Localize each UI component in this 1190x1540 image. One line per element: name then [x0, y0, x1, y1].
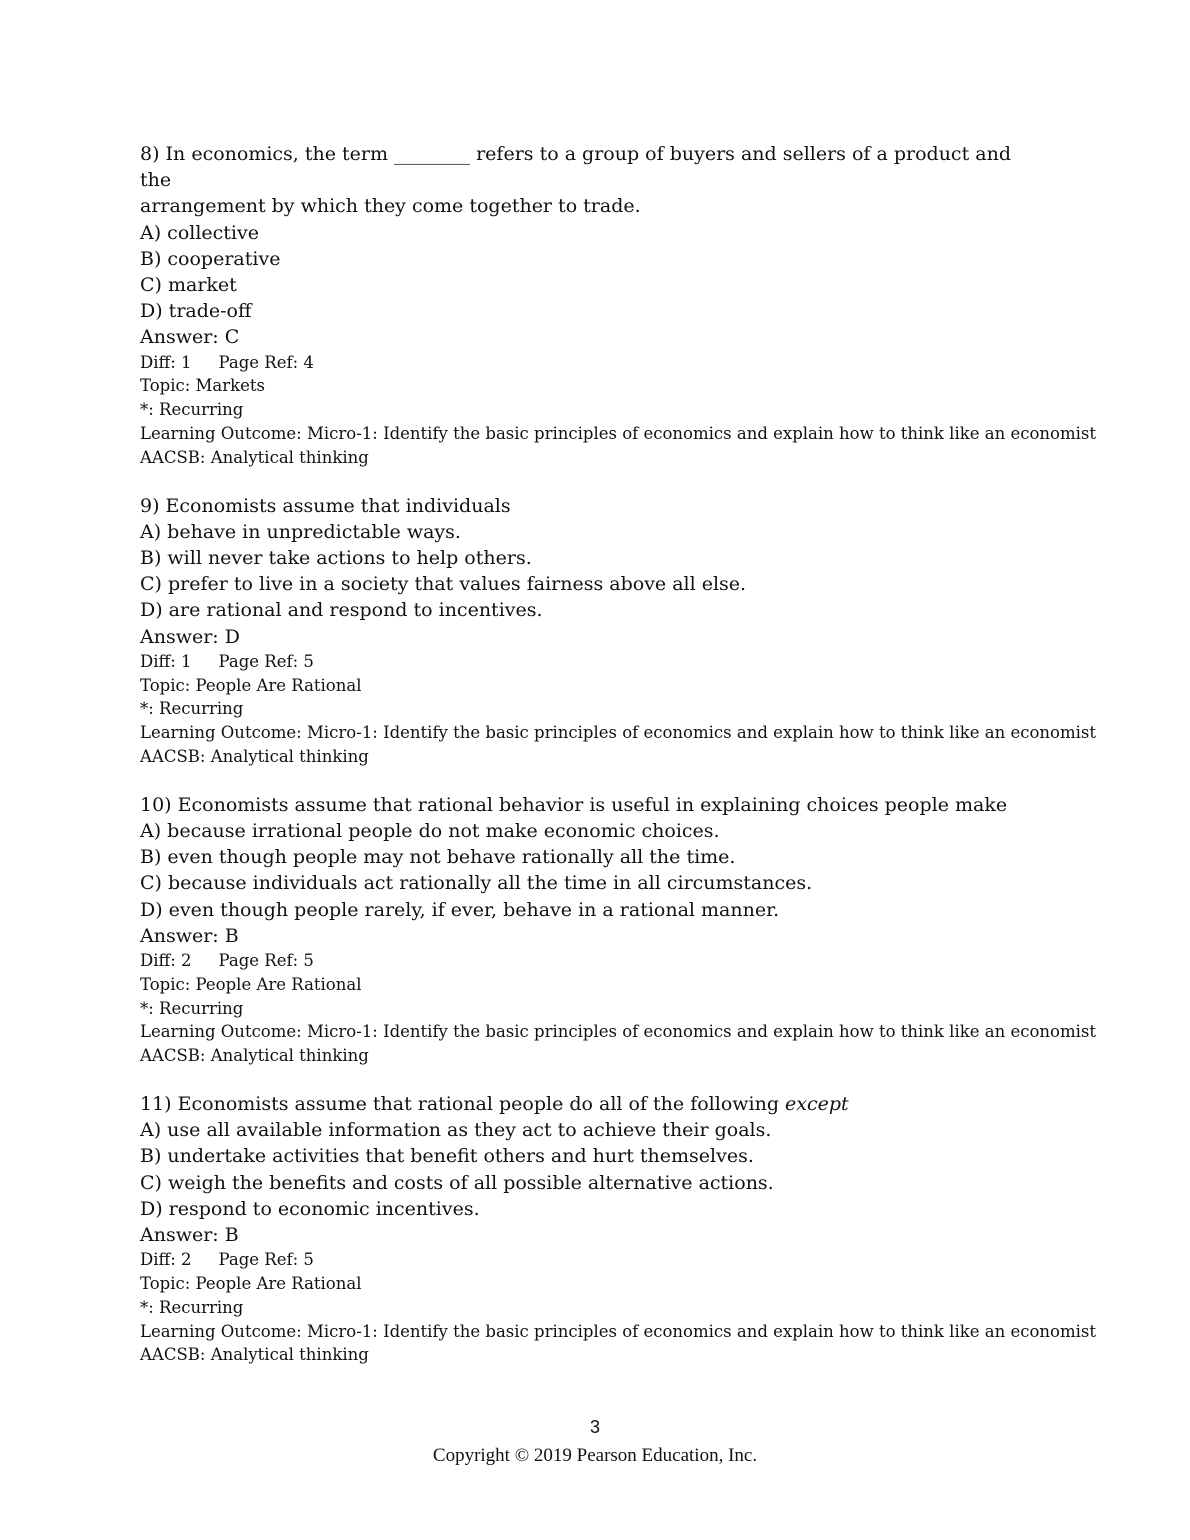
- answer-option-b: B) will never take actions to help others.: [140, 547, 532, 570]
- answer-option-a: A) collective: [140, 221, 259, 244]
- question-10: [140, 792, 1096, 1068]
- answer-option-c: C) because individuals act rationally all the time in all circumstances.: [140, 872, 813, 895]
- answer-option-a: A) behave in unpredictable ways.: [140, 520, 461, 543]
- question-stem-line: arrangement by which they come together to trade.: [140, 195, 641, 218]
- difficulty: Diff: 2: [140, 951, 192, 971]
- answer-option-c: C) market: [140, 274, 237, 297]
- answer-option-d: D) even though people rarely, if ever, behave in a rational manner.: [140, 898, 780, 921]
- question-11: [140, 1091, 1096, 1367]
- recurring-flag: *: Recurring: [140, 699, 244, 719]
- question-9: [140, 493, 1096, 769]
- question-stem-text: 11) Economists assume that rational people do all of the following: [140, 1093, 786, 1116]
- difficulty-page-ref: [140, 1248, 1040, 1272]
- correct-answer: Answer: B: [140, 1224, 239, 1247]
- recurring-flag: *: Recurring: [140, 400, 244, 420]
- question-stem-line: 10) Economists assume that rational behavior is useful in explaining choices people make: [140, 793, 1008, 816]
- topic: Topic: People Are Rational: [140, 675, 362, 695]
- answer-option-d: D) respond to economic incentives.: [140, 1197, 480, 1220]
- answer-option-d: D) are rational and respond to incentives.: [140, 599, 543, 622]
- question-stem-emphasis: except: [785, 1093, 849, 1116]
- page-ref: Page Ref: 5: [218, 951, 314, 971]
- answer-option-c: C) weigh the benefits and costs of all possible alternative actions.: [140, 1171, 774, 1194]
- page-ref: Page Ref: 5: [218, 651, 314, 671]
- answer-option-b: B) even though people may not behave rationally all the time.: [140, 846, 736, 869]
- aacsb: AACSB: Analytical thinking: [140, 1345, 369, 1365]
- page-content: [140, 141, 1096, 1367]
- correct-answer: Answer: C: [140, 326, 240, 349]
- topic: Topic: Markets: [140, 376, 266, 396]
- page-ref: Page Ref: 5: [218, 1250, 314, 1270]
- difficulty-page-ref: [140, 351, 1040, 375]
- difficulty-page-ref: [140, 949, 1040, 973]
- difficulty: Diff: 1: [140, 352, 192, 372]
- aacsb: AACSB: Analytical thinking: [140, 447, 369, 467]
- learning-outcome: Learning Outcome: Micro-1: Identify the basic principles of economics and explain how to think like an economist: [140, 424, 1096, 444]
- topic: Topic: People Are Rational: [140, 1274, 362, 1294]
- question-stem-line: 9) Economists assume that individuals: [140, 494, 511, 517]
- page-number: 3: [589, 1417, 600, 1437]
- answer-option-c: C) prefer to live in a society that values fairness above all else.: [140, 573, 747, 596]
- learning-outcome: Learning Outcome: Micro-1: Identify the basic principles of economics and explain how to think like an economist: [140, 1321, 1096, 1341]
- copyright-notice: Copyright © 2019 Pearson Education, Inc.: [432, 1445, 758, 1466]
- page-ref: Page Ref: 4: [218, 352, 314, 372]
- answer-option-d: D) trade-off: [140, 300, 252, 323]
- question-stem-line: [140, 1091, 1040, 1117]
- aacsb: AACSB: Analytical thinking: [140, 1046, 369, 1066]
- difficulty: Diff: 2: [140, 1250, 192, 1270]
- answer-option-a: A) use all available information as they act to achieve their goals.: [140, 1119, 772, 1142]
- answer-option-b: B) cooperative: [140, 247, 281, 270]
- recurring-flag: *: Recurring: [140, 1297, 244, 1317]
- answer-option-a: A) because irrational people do not make economic choices.: [140, 820, 720, 843]
- answer-option-b: B) undertake activities that benefit others and hurt themselves.: [140, 1145, 754, 1168]
- learning-outcome: Learning Outcome: Micro-1: Identify the basic principles of economics and explain how to think like an economist: [140, 723, 1096, 743]
- recurring-flag: *: Recurring: [140, 998, 244, 1018]
- topic: Topic: People Are Rational: [140, 974, 362, 994]
- learning-outcome: Learning Outcome: Micro-1: Identify the basic principles of economics and explain how to think like an economist: [140, 1022, 1096, 1042]
- question-stem-line: 8) In economics, the term ________ refers to a group of buyers and sellers of a product and the: [140, 143, 1011, 192]
- difficulty: Diff: 1: [140, 651, 192, 671]
- difficulty-page-ref: [140, 650, 1040, 674]
- correct-answer: Answer: D: [140, 625, 240, 648]
- question-8: [140, 141, 1096, 470]
- correct-answer: Answer: B: [140, 924, 239, 947]
- aacsb: AACSB: Analytical thinking: [140, 747, 369, 767]
